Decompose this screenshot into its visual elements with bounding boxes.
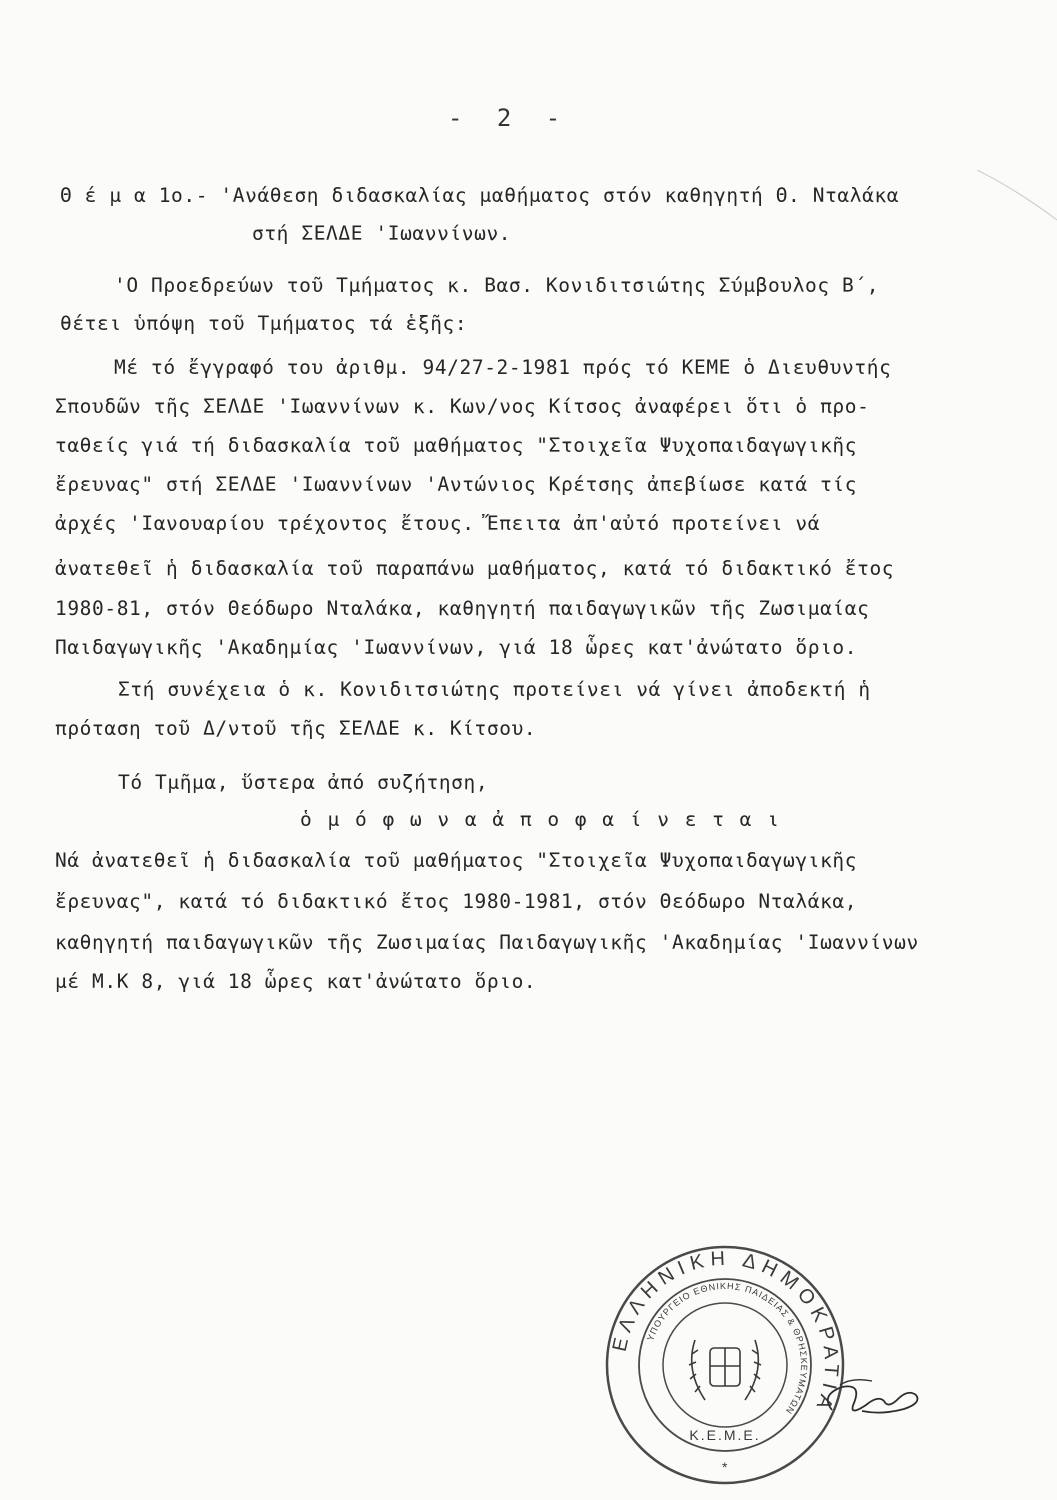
body-line: θέτει ὑπόψη τοῦ Τμήματος τά ἑξῆς: <box>60 312 468 335</box>
decision-line: μέ Μ.Κ 8, γιά 18 ὧρες κατ'ἀνώτατο ὅριο. <box>55 970 537 993</box>
body-line: Μέ τό ἔγγραφό του ἀριθμ. 94/27-2-1981 πρός τό ΚΕΜΕ ὁ Διευθυντής <box>114 356 892 379</box>
svg-text:ΕΛΛΗΝΙΚΗ ΔΗΜΟΚΡΑΤΙΑ: ΕΛΛΗΝΙΚΗ ΔΗΜΟΚΡΑΤΙΑ <box>608 1247 843 1418</box>
svg-text:*: * <box>721 1459 729 1475</box>
body-line: πρόταση τοῦ Δ/ντοῦ τῆς ΣΕΛΔΕ κ. Κίτσου. <box>55 717 537 740</box>
body-line: Σπουδῶν τῆς ΣΕΛΔΕ 'Ιωαννίνων κ. Κων/νος Κίτσος ἀναφέρει ὅτι ὁ προ- <box>55 395 870 418</box>
page-edge-mark <box>977 170 1057 250</box>
decision-line: καθηγητή παιδαγωγικῶν τῆς Ζωσιμαίας Παιδαγωγικῆς 'Ακαδημίας 'Ιωαννίνων <box>55 931 919 954</box>
body-line: ἀνατεθεῖ ἡ διδασκαλία τοῦ παραπάνω μαθήματος, κατά τό διδακτικό ἔτος <box>55 557 895 580</box>
subject-line: Θ έ μ α 1ο.- 'Ανάθεση διδασκαλίας μαθήματος στόν καθηγητή Θ. Νταλάκα <box>60 184 900 207</box>
decision-heading: ὁ μ ό φ ω ν α ἀ π ο φ α ί ν ε τ α ι <box>300 808 781 831</box>
handwritten-signature-icon <box>812 1365 932 1435</box>
body-line: ἀρχές 'Ιανουαρίου τρέχοντος ἔτους. Ἔπειτα ἀπ'αὐτό προτείνει νά <box>55 512 821 535</box>
decision-line: ἔρευνας", κατά τό διδακτικό ἔτος 1980-1981, στόν Θεόδωρο Νταλάκα, <box>55 890 858 913</box>
body-line: ἔρευνας" στή ΣΕΛΔΕ 'Ιωαννίνων 'Αντώνιος Κρέτσης ἀπεβίωσε κατά τίς <box>55 473 858 496</box>
body-line: Τό Τμῆμα, ὕστερα ἀπό συζήτηση, <box>118 771 489 794</box>
subject-line-cont: στή ΣΕΛΔΕ 'Ιωαννίνων. <box>252 222 512 245</box>
svg-text:Κ.Ε.Μ.Ε.: Κ.Ε.Μ.Ε. <box>689 1427 761 1443</box>
body-line: 1980-81, στόν Θεόδωρο Νταλάκα, καθηγητή παιδαγωγικῶν τῆς Ζωσιμαίας <box>55 597 870 620</box>
body-line: 'Ο Προεδρεύων τοῦ Τμήματος κ. Βασ. Κονιδιτσιώτης Σύμβουλος Β΄, <box>114 274 880 297</box>
page-number: - 2 - <box>448 104 571 132</box>
body-line: Παιδαγωγικῆς 'Ακαδημίας 'Ιωαννίνων, γιά 18 ὧρες κατ'ἀνώτατο ὅριο. <box>55 636 858 659</box>
decision-line: Νά ἀνατεθεῖ ἡ διδασκαλία τοῦ μαθήματος "Στοιχεῖα Ψυχοπαιδαγωγικῆς <box>55 849 858 872</box>
body-line: ταθείς γιά τή διδασκαλία τοῦ μαθήματος "Στοιχεῖα Ψυχοπαιδαγωγικῆς <box>55 434 858 457</box>
svg-text:ΥΠΟΥΡΓΕΙΟ ΕΘΝΙΚΗΣ ΠΑΙΔΕΙΑΣ & Θ: ΥΠΟΥΡΓΕΙΟ ΕΘΝΙΚΗΣ ΠΑΙΔΕΙΑΣ & ΘΡΗΣΚΕΥΜΑΤΩΝ <box>645 1280 810 1417</box>
body-line: Στή συνέχεια ὁ κ. Κονιδιτσιώτης προτείνει νά γίνει ἀποδεκτή ἡ <box>118 678 871 701</box>
